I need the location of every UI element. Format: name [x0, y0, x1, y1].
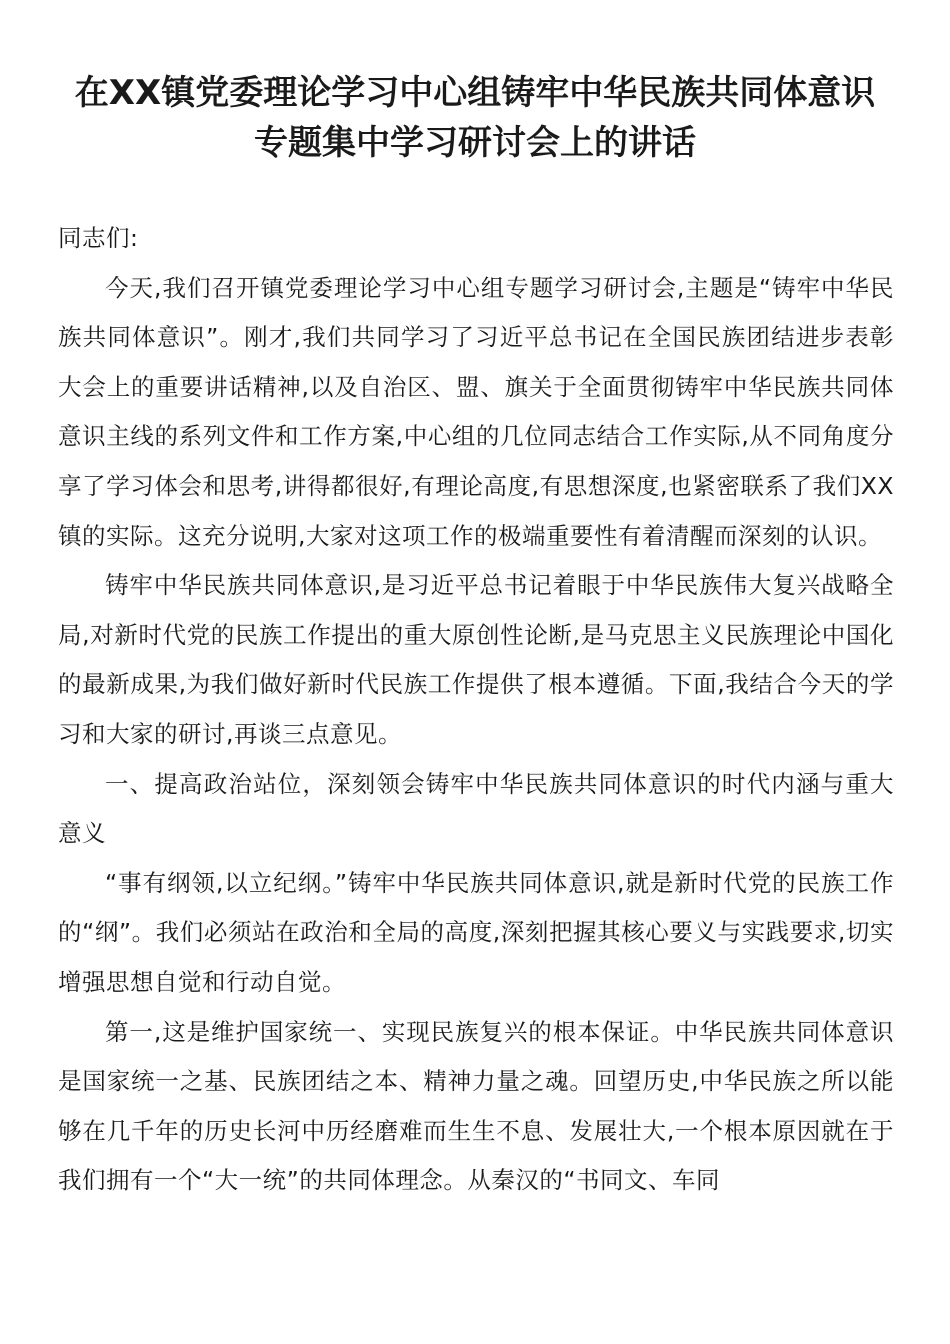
- salutation: 同志们:: [58, 224, 139, 252]
- paragraph-opening: 今天,我们召开镇党委理论学习中心组专题学习研讨会,主题是“铸牢中华民族共同体意识”。刚才,我们共同学习了习近平总书记在全国民族团结进步表彰大会上的重要讲话精神,以及自治区、盟、旗关于全面贯彻铸牢中华民族共同体意识主线的系列文件和工作方案,中心组的几位同志结合工作实际,从不同角度分享了学习体会和思考,讲得都很好,有理论高度,有思想深度,也紧密联系了我们XX镇的实际。这充分说明,大家对这项工作的极端重要性有着清醒而深刻的认识。: [58, 273, 894, 550]
- section-heading-1: 一、提高政治站位，深刻领会铸牢中华民族共同体意识的时代内涵与重大意义: [58, 769, 894, 848]
- paragraph-significance: 铸牢中华民族共同体意识,是习近平总书记着眼于中华民族伟大复兴战略全局,对新时代党的民族工作提出的重大原创性论断,是马克思主义民族理论中国化的最新成果,为我们做好新时代民族工作提供了根本遵循。下面,我结合今天的学习和大家的研讨,再谈三点意见。: [58, 571, 894, 748]
- paragraph-first-point: 第一,这是维护国家统一、实现民族复兴的根本保证。中华民族共同体意识是国家统一之基、民族团结之本、精神力量之魂。回望历史,中华民族之所以能够在几千年的历史长河中历经磨难而生生不息、发展壮大,一个根本原因就在于我们拥有一个“大一统”的共同体理念。从秦汉的“书同文、车同: [58, 1017, 894, 1195]
- paragraph-guiding-principle: “事有纲领,以立纪纲。”铸牢中华民族共同体意识,就是新时代党的民族工作的“纲”。我们必须站在政治和全局的高度,深刻把握其核心要义与实践要求,切实增强思想自觉和行动自觉。: [58, 868, 894, 996]
- title-line-1: 在XX镇党委理论学习中心组铸牢中华民族共同体意识: [74, 73, 876, 113]
- document-body: [58, 214, 894, 1206]
- title-line-2: 专题集中学习研讨会上的讲话: [254, 123, 696, 163]
- document-title: [40, 68, 910, 168]
